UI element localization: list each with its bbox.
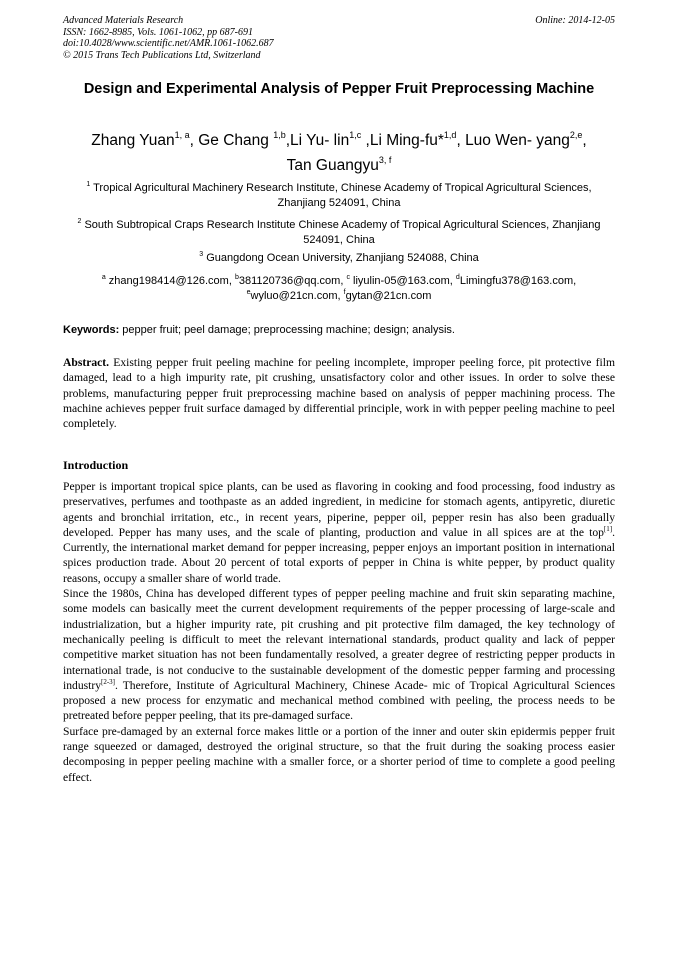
issn-line: ISSN: 1662-8985, Vols. 1061-1062, pp 687-691	[63, 26, 253, 38]
affiliation	[63, 218, 615, 248]
email-mark: a	[101, 274, 106, 281]
affiliation-number: 2	[77, 218, 82, 225]
email-mark: b	[234, 274, 239, 281]
affiliation-number: 3	[199, 251, 204, 258]
author-affil-mark: 3, f	[378, 155, 392, 165]
email-address: wyluo@21cn.com	[250, 290, 338, 302]
affiliation-text: South Subtropical Craps Research Institute Chinese Academy of Tropical Agricultural Sciences, Zhanjiang 524091, China	[84, 219, 601, 246]
paragraph-text: Pepper is important tropical spice plants, can be used as flavoring in cooking and food processing, food industry as preservatives, perfumes and toothpaste as an added ingredient, in medicine for stomach agents, antipyretic, diuretic agents and bronchial irritation, etc., in recent years, piperine, pepper oil, pepper resin has also been gradually developed. Pepper has many uses, and the scale of planting, production and value in all spices are at the top	[63, 480, 615, 539]
email-address: zhang198414@126.com	[108, 275, 229, 287]
abstract-text: Existing pepper fruit peeling machine for peeling incomplete, improper peeling force, pit protective film damaged, lead to a high impurity rate, pit crushing, unsatisfactory color and other issues. In order to solve these problems, manufacturing pepper fruit preprocessing machine based on analysis of pepper machining process. The machine achieves pepper fruit surface damaged by differential principle, work in with pepper peeling machine to peel completely.	[63, 356, 615, 431]
journal-name: Advanced Materials Research	[63, 15, 184, 26]
abstract-label: Abstract.	[63, 356, 110, 369]
email-mark: c	[346, 274, 350, 281]
author-name: Li Ming-fu*	[369, 132, 444, 149]
author-list: Zhang Yuan$^{1, a}$, Ge Chang $^{1,b}$,Li Yu- lin$^{1,c}$ ,Li Ming-fu*$^{1,d}$, Luo Wen- yang$^{2,e}$, Tan Guangyu$^{3, f}$	[91, 130, 587, 174]
paragraph	[63, 724, 615, 785]
email-address: liyulin-05@163.com	[353, 275, 450, 287]
citation: [1]	[603, 524, 613, 533]
introduction-body	[63, 479, 615, 785]
citation: [2-3]	[101, 677, 116, 686]
affiliation-text: Tropical Agricultural Machinery Research Institute, Chinese Academy of Tropical Agricultural Sciences, Zhanjiang 524091, China	[93, 182, 592, 209]
paragraph-text: Since the 1980s, China has developed different types of pepper peeling machine and fruit skin separating machine, some models can basically meet the current development requirements of the pepper processing of large-scale and industrialization, but a higher impurity rate, pit crushing and pit protective film damaged, the key technology of mechanically peeling is difficult to meet the relevant international standards, product quality and lack of pepper competitive market situation has not been fundamentally resolved, a greater degree of restricting pepper products in international trade, is not conducive to the sustainable development of the domestic pepper farming and processing industry	[63, 587, 615, 692]
email-mark: f	[343, 289, 346, 296]
doi-line: doi:10.4028/www.scientific.net/AMR.1061-1062.687	[63, 38, 274, 49]
author-name: Luo Wen- yang	[465, 132, 570, 149]
author-name: Ge Chang	[198, 132, 274, 149]
paragraph	[63, 479, 615, 586]
paragraph	[63, 586, 615, 724]
paragraph-text: . Therefore, Institute of Agricultural Machinery, Chinese Acade- mic of Tropical Agricultural Sciences proposed a new process for enzymatic and mechanical method combined with peeling, the process needs to be pretreated before pepper peeling, that its pre-damaged surface.	[63, 678, 615, 723]
author-affil-mark: 1, a	[174, 130, 190, 140]
email-address: 381120736@qq.com	[238, 275, 341, 287]
author-name: Tan Guangyu	[286, 157, 379, 174]
author-name: Li Yu- lin	[290, 132, 350, 149]
affiliation	[63, 251, 615, 266]
email-mark: d	[455, 274, 460, 281]
journal-header	[63, 15, 274, 61]
author-affil-mark: 1,b	[273, 130, 286, 140]
paragraph-text: . Currently, the international market demand for pepper increasing, pepper enjoys an important position in international spices production trade. About 20 percent of total exports of pepper in China is white pepper, by product quality reasons, occupy a smaller share of world trade.	[63, 525, 615, 585]
email-mark: e	[246, 289, 251, 296]
keywords-text: pepper fruit; peel damage; preprocessing machine; design; analysis.	[119, 324, 455, 336]
copyright-line: © 2015 Trans Tech Publications Ltd, Switzerland	[63, 49, 261, 61]
email-address: Limingfu378@163.com	[459, 275, 574, 287]
paragraph-text: Surface pre-damaged by an external force makes little or a portion of the inner and outer skin epidermis pepper fruit range squeezed or damaged, destroyed the original structure, so that the fruit during the soaking process easier decomposing in pepper peeling machine with a smaller force, or a shorter period of time to complete a good peeling effect.	[63, 724, 615, 784]
online-date: Online: 2014-12-05	[535, 15, 615, 26]
author-affil-mark: 1,c	[349, 130, 362, 140]
abstract	[63, 355, 615, 431]
author-affil-mark: 2,e	[569, 130, 583, 140]
email-list: $^a$ zhang198414@126.com, $^b$381120736@qq.com, $^c$ liyulin-05@163.com, $^d$Limingfu378@163.com, $^e$wyluo@21cn.com, $^f$gytan@21cn.com	[101, 274, 577, 302]
affiliation	[63, 181, 615, 211]
paper-title: Design and Experimental Analysis of Pepper Fruit Preprocessing Machine	[83, 81, 595, 97]
author-name: Zhang Yuan	[91, 132, 175, 149]
keywords-label: Keywords:	[63, 324, 120, 336]
affiliation-text: Guangdong Ocean University, Zhanjiang 524088, China	[206, 252, 479, 264]
section-heading: Introduction	[63, 458, 129, 472]
email-address: gytan@21cn.com	[345, 290, 432, 302]
affiliation-number: 1	[86, 181, 91, 188]
keywords	[63, 323, 615, 337]
author-affil-mark: 1,d	[443, 130, 457, 140]
